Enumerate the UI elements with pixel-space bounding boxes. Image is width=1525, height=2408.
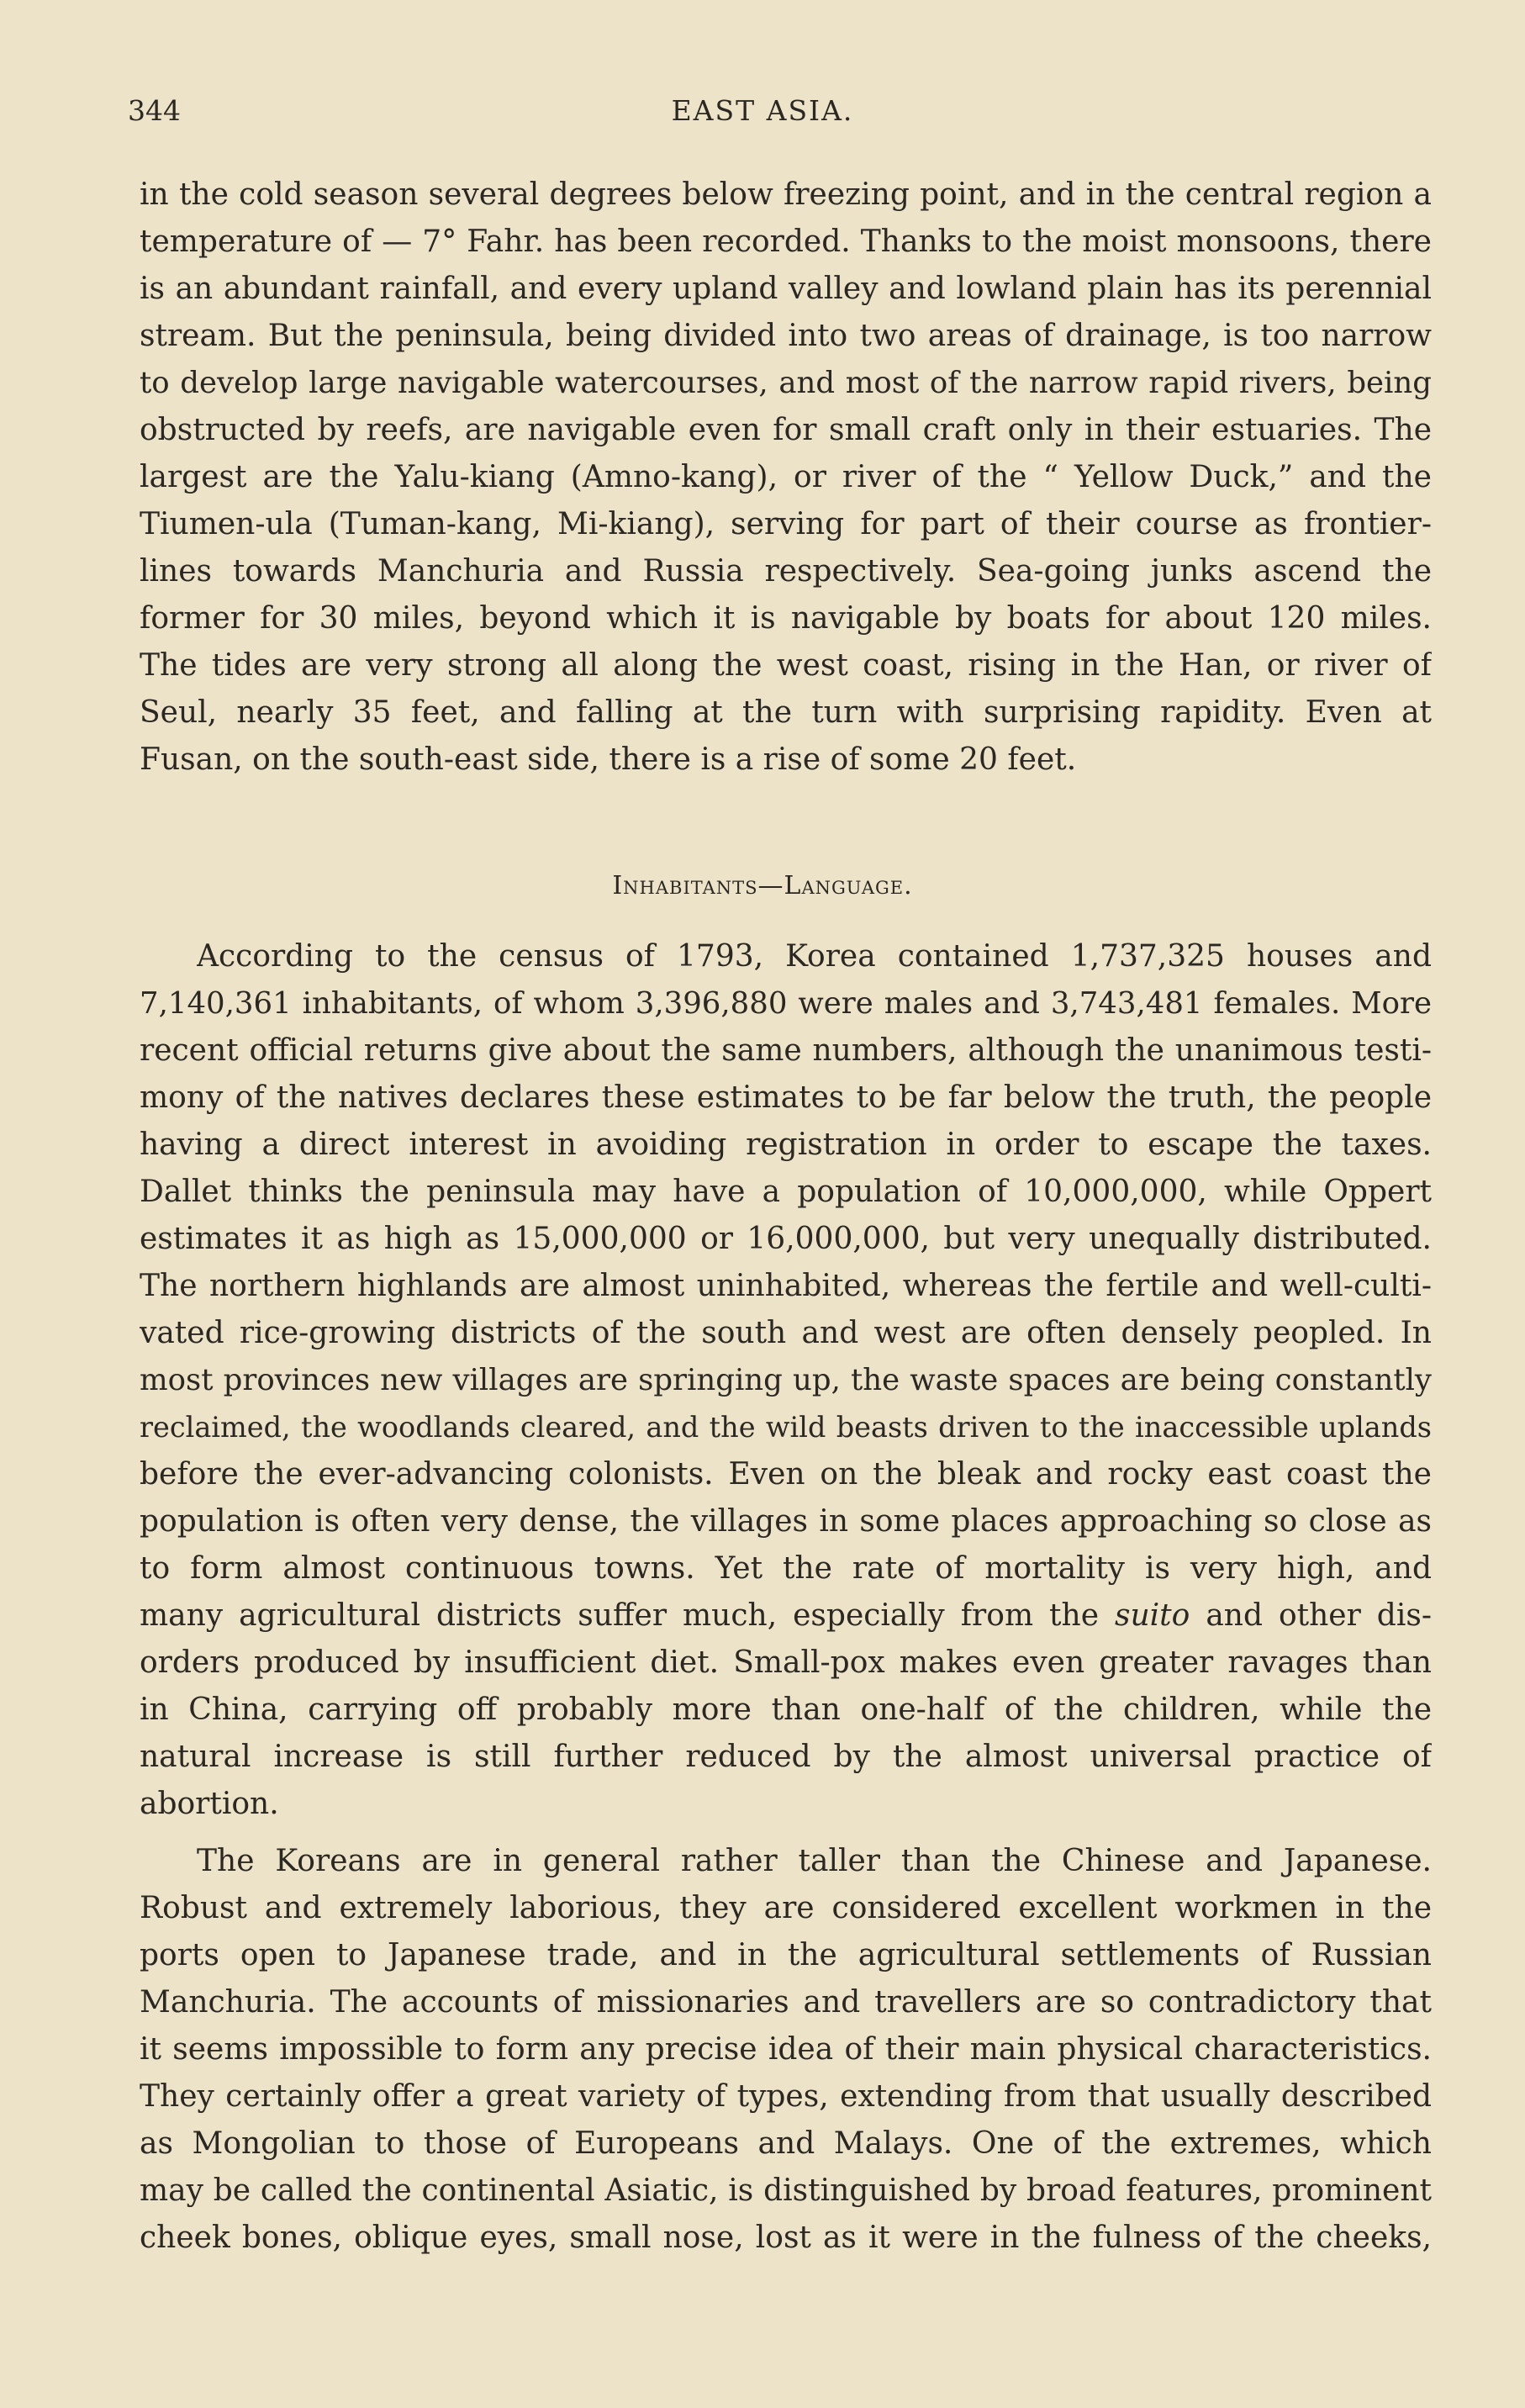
running-title: EAST ASIA.	[671, 94, 854, 127]
text-line: temperature of — 7° Fahr. has been recorded. Thanks to the moist monsoons, there	[140, 224, 1432, 259]
text-line: in the cold season several degrees below freezing point, and in the central region a	[140, 177, 1432, 212]
italic-term: suito	[1115, 1598, 1190, 1633]
text-line: natural increase is still further reduced by the almost universal practice of	[140, 1740, 1432, 1774]
text-line: Seul, nearly 35 feet, and falling at the turn with surprising rapidity. Even at	[140, 695, 1432, 730]
text-line-with-italic	[140, 1596, 1432, 1636]
text-line: vated rice-growing districts of the south and west are often densely peopled. In	[140, 1316, 1432, 1350]
text-line: largest are the Yalu-kiang (Amno-kang), or river of the “ Yellow Duck,” and the	[140, 460, 1432, 494]
text-line: 7,140,361 inhabitants, of whom 3,396,880 were males and 3,743,481 females. More	[140, 986, 1432, 1021]
text-line: obstructed by reefs, are navigable even for small craft only in their estuaries. The	[140, 413, 1432, 447]
text-line: having a direct interest in avoiding registration in order to escape the taxes.	[140, 1127, 1432, 1162]
text-line: Fusan, on the south-east side, there is a rise of some 20 feet.	[140, 742, 1077, 777]
text-line: former for 30 miles, beyond which it is navigable by boats for about 120 miles.	[140, 601, 1432, 636]
text-line: reclaimed, the woodlands cleared, and the wild beasts driven to the inaccessible uplands	[140, 1411, 1432, 1444]
text-line: cheek bones, oblique eyes, small nose, lost as it were in the fulness of the cheeks,	[140, 2221, 1432, 2255]
text-line: They certainly offer a great variety of types, extending from that usually described	[140, 2079, 1432, 2114]
text-line: to form almost continuous towns. Yet the rate of mortality is very high, and	[140, 1551, 1432, 1586]
text-line: to develop large navigable watercourses, and most of the narrow rapid rivers, being	[140, 366, 1432, 400]
text-line: mony of the natives declares these estimates to be far below the truth, the people	[140, 1080, 1432, 1115]
text-line: orders produced by insufficient diet. Small-pox makes even greater ravages than	[140, 1645, 1432, 1680]
text-line: is an abundant rainfall, and every upland valley and lowland plain has its perennial	[140, 272, 1432, 306]
page-number: 344	[128, 94, 181, 127]
text-segment: and other dis-	[1206, 1598, 1432, 1633]
text-line: lines towards Manchuria and Russia respectively. Sea-going junks ascend the	[140, 554, 1432, 589]
text-line: before the ever-advancing colonists. Even on the bleak and rocky east coast the	[140, 1457, 1432, 1492]
text-line: as Mongolian to those of Europeans and Malays. One of the extremes, which	[140, 2126, 1432, 2161]
text-line: recent official returns give about the same numbers, although the unanimous testi-	[140, 1033, 1432, 1068]
text-line: ports open to Japanese trade, and in the agricultural settlements of Russian	[140, 1938, 1432, 1972]
text-line: Robust and extremely laborious, they are considered excellent workmen in the	[140, 1891, 1432, 1925]
text-line: estimates it as high as 15,000,000 or 16,000,000, but very unequally distributed.	[140, 1222, 1432, 1256]
text-line: According to the census of 1793, Korea contained 1,737,325 houses and	[197, 939, 1432, 974]
text-line: The northern highlands are almost uninhabited, whereas the fertile and well-culti-	[140, 1269, 1432, 1303]
text-line: abortion.	[140, 1787, 279, 1821]
text-line: Dallet thinks the peninsula may have a population of 10,000,000, while Oppert	[140, 1175, 1432, 1209]
text-line: most provinces new villages are springing up, the waste spaces are being constantly	[140, 1363, 1432, 1397]
text-line: it seems impossible to form any precise idea of their main physical characteristics.	[140, 2032, 1432, 2067]
text-line: population is often very dense, the villages in some places approaching so close as	[140, 1504, 1432, 1539]
text-line: The Koreans are in general rather taller than the Chinese and Japanese.	[197, 1844, 1432, 1878]
text-line: The tides are very strong all along the west coast, rising in the Han, or river of	[140, 648, 1432, 683]
text-line: may be called the continental Asiatic, is distinguished by broad features, prominent	[140, 2173, 1432, 2208]
text-line: stream. But the peninsula, being divided into two areas of drainage, is too narrow	[140, 319, 1432, 353]
text-line: Tiumen-ula (Tuman-kang, Mi-kiang), serving for part of their course as frontier-	[140, 507, 1432, 541]
section-heading: Inhabitants—Language.	[612, 871, 913, 900]
text-line: Manchuria. The accounts of missionaries and travellers are so contradictory that	[140, 1985, 1432, 2020]
text-line: in China, carrying off probably more than one-half of the children, while the	[140, 1692, 1432, 1727]
text-segment: many agricultural districts suffer much, especially from the	[140, 1598, 1100, 1633]
